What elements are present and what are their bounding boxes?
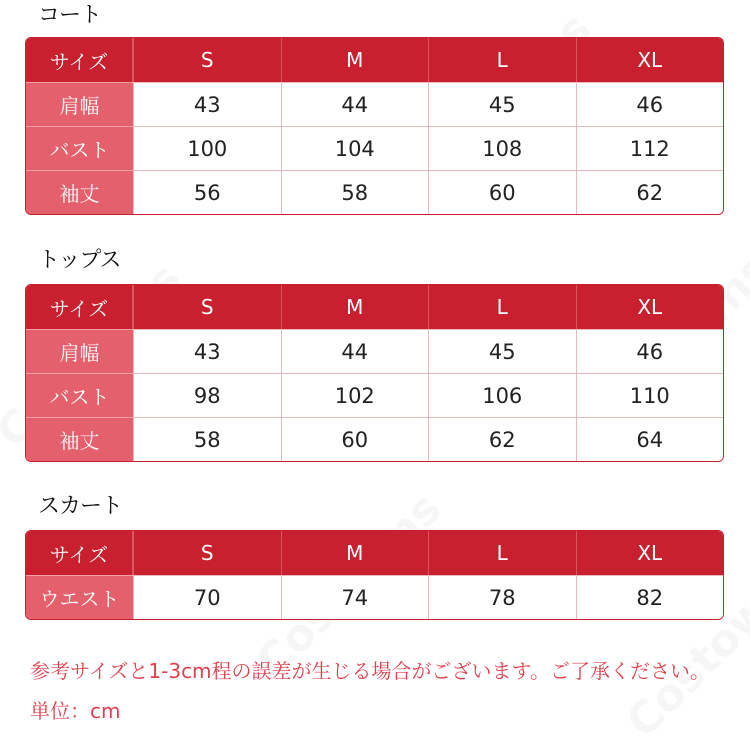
table-cell: 46 [576,82,724,126]
table-cell: 112 [576,126,724,170]
table-cell: 45 [428,82,576,126]
size-m-header: M [281,38,429,82]
table-cell: 44 [281,329,429,373]
section-title-tops: トップス [38,248,121,273]
row-header-bust: バスト [26,373,133,417]
table-cell: 62 [428,417,576,461]
size-table-coat [25,37,724,215]
table-cell: 100 [133,126,281,170]
size-disclaimer-note: 参考サイズと1-3cm程の誤差が生じる場合がございます。ご了承ください。 [30,659,710,683]
table-row [26,329,723,373]
table-cell: 60 [281,417,429,461]
row-header-size: サイズ [26,38,133,82]
row-header-shoulder: 肩幅 [26,82,133,126]
table-cell: 46 [576,329,724,373]
table-cell: 104 [281,126,429,170]
size-s-header: S [133,531,281,575]
row-header-size: サイズ [26,285,133,329]
table-cell: 82 [576,575,724,619]
table-cell: 78 [428,575,576,619]
size-table-skirt [25,530,724,620]
size-xl-header: XL [576,285,724,329]
table-row [26,170,723,214]
section-title-skirt: スカート [38,494,123,519]
size-l-header: L [428,285,576,329]
table-header-row [26,38,723,82]
table-cell: 110 [576,373,724,417]
table-cell: 44 [281,82,429,126]
size-l-header: L [428,531,576,575]
table-header-row [26,531,723,575]
table-cell: 98 [133,373,281,417]
size-xl-header: XL [576,531,724,575]
row-header-waist: ウエスト [26,575,133,619]
row-header-sleeve: 袖丈 [26,170,133,214]
size-s-header: S [133,38,281,82]
table-cell: 45 [428,329,576,373]
table-cell: 43 [133,82,281,126]
size-l-header: L [428,38,576,82]
row-header-bust: バスト [26,126,133,170]
table-row [26,126,723,170]
size-s-header: S [133,285,281,329]
table-row [26,417,723,461]
size-xl-header: XL [576,38,724,82]
table-cell: 108 [428,126,576,170]
unit-note: 単位：cm [30,699,121,723]
table-row [26,575,723,619]
row-header-sleeve: 袖丈 [26,417,133,461]
table-cell: 62 [576,170,724,214]
section-title-coat: コート [38,3,102,28]
table-row [26,373,723,417]
table-cell: 70 [133,575,281,619]
table-cell: 60 [428,170,576,214]
table-cell: 58 [133,417,281,461]
table-cell: 58 [281,170,429,214]
table-row [26,82,723,126]
row-header-size: サイズ [26,531,133,575]
row-header-shoulder: 肩幅 [26,329,133,373]
table-cell: 102 [281,373,429,417]
table-cell: 56 [133,170,281,214]
table-cell: 43 [133,329,281,373]
table-cell: 106 [428,373,576,417]
table-cell: 74 [281,575,429,619]
table-header-row [26,285,723,329]
size-m-header: M [281,285,429,329]
size-m-header: M [281,531,429,575]
size-table-tops [25,284,724,462]
table-cell: 64 [576,417,724,461]
